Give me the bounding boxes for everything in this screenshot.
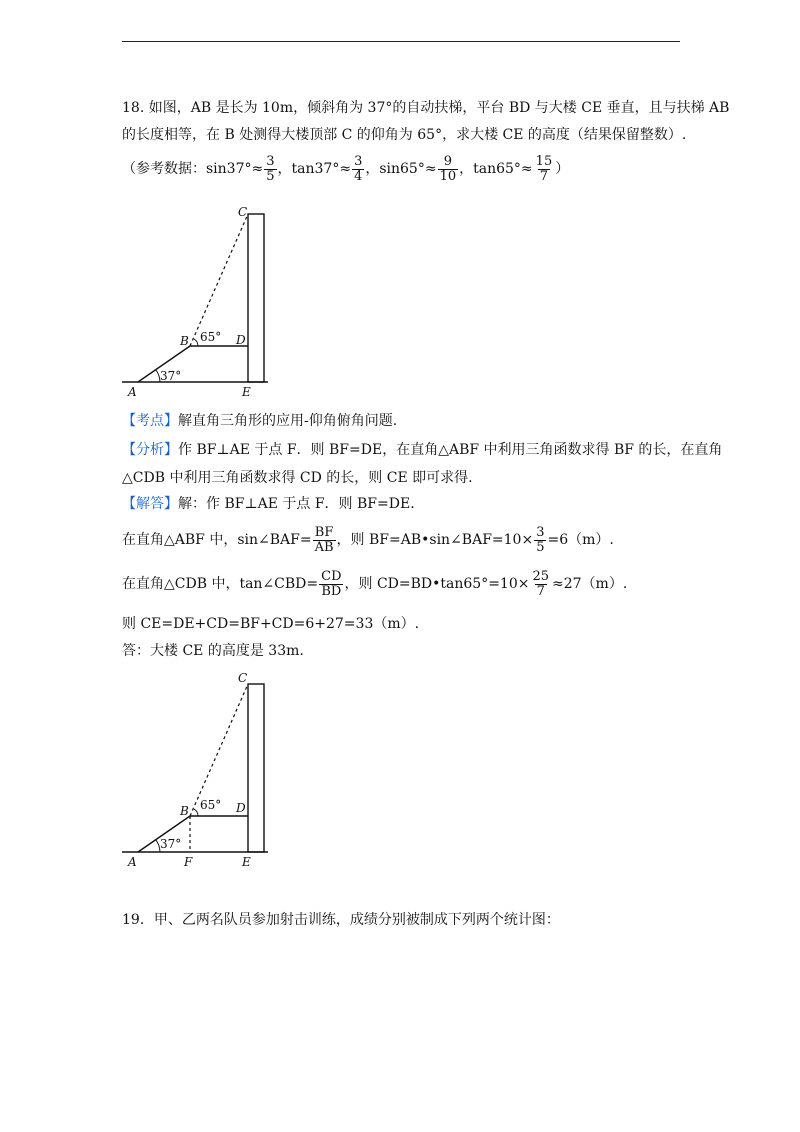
step1-mid: ，则 BF=AB•sin∠BAF=10× bbox=[336, 532, 534, 548]
fenxi-line1 bbox=[122, 440, 722, 460]
point-a-label: A bbox=[128, 855, 137, 869]
ref-mid2: ，sin65°≈ bbox=[365, 161, 437, 177]
point-b-label: B bbox=[180, 334, 189, 348]
fenxi-tag: 【分析】 bbox=[122, 442, 178, 458]
geometry-figure-2 bbox=[118, 670, 278, 870]
step2-mid: ，则 CD=BD•tan65°=10× bbox=[344, 576, 530, 592]
frac-num: 9 bbox=[443, 153, 452, 169]
frac-num: 3 bbox=[354, 153, 363, 169]
fraction-3-4 bbox=[352, 155, 364, 184]
angle-65-label: 65° bbox=[200, 330, 222, 344]
step2-suffix: ≈27（m）. bbox=[552, 576, 628, 592]
fraction-9-10 bbox=[438, 155, 459, 184]
frac-num: CD bbox=[321, 568, 342, 584]
step1-prefix: 在直角△ABF 中，sin∠BAF= bbox=[122, 532, 312, 548]
frac-num: 3 bbox=[536, 524, 545, 540]
jieda-tag: 【解答】 bbox=[122, 496, 178, 512]
solution-step3: 则 CE=DE+CD=BF+CD=6+27=33（m）. bbox=[122, 616, 420, 632]
point-b-label: B bbox=[180, 804, 189, 818]
problem18-line1: 18. 如图，AB 是长为 10m，倾斜角为 37°的自动扶梯，平台 BD 与大楼 CE 垂直，且与扶梯 AB bbox=[122, 100, 730, 116]
fraction-25-7 bbox=[530, 570, 551, 599]
frac-den: BD bbox=[321, 583, 342, 599]
jieda-text: 解：作 BF⊥AE 于点 F．则 BF=DE. bbox=[178, 496, 415, 512]
building-ce bbox=[248, 214, 264, 382]
jieda-line bbox=[122, 494, 415, 514]
ref-suffix: ） bbox=[555, 161, 570, 177]
point-a-label: A bbox=[128, 385, 137, 399]
frac-num: 15 bbox=[535, 153, 553, 169]
ref-prefix: （参考数据：sin37°≈ bbox=[122, 161, 264, 177]
solution-step2 bbox=[122, 568, 627, 600]
fenxi-text1: 作 BF⊥AE 于点 F．则 BF=DE，在直角△ABF 中利用三角函数求得 BF 的长，在直角 bbox=[178, 442, 723, 458]
frac-den: 7 bbox=[539, 168, 549, 184]
step2-prefix: 在直角△CDB 中，tan∠CBD= bbox=[122, 576, 319, 592]
point-d-label: D bbox=[236, 801, 246, 815]
reference-data bbox=[122, 154, 569, 184]
header-rule bbox=[122, 41, 680, 42]
ref-mid1: ，tan37°≈ bbox=[277, 161, 352, 177]
sight-line-bc bbox=[190, 214, 248, 346]
angle-arc-b bbox=[194, 809, 198, 816]
angle-37-label: 37° bbox=[160, 837, 182, 851]
point-e-label: E bbox=[242, 855, 251, 869]
angle-65-label: 65° bbox=[200, 798, 222, 812]
fraction-3-5 bbox=[264, 155, 276, 184]
frac-den: 7 bbox=[536, 583, 545, 599]
point-f-label: F bbox=[184, 855, 193, 869]
fenxi-line2: △CDB 中利用三角函数求得 CD 的长，则 CE 即可求得. bbox=[122, 470, 473, 486]
point-c-label: C bbox=[238, 205, 248, 219]
frac-den: AB bbox=[314, 539, 334, 555]
frac-num: 3 bbox=[266, 153, 275, 169]
kaodian-text: 解直角三角形的应用-仰角俯角问题. bbox=[178, 413, 398, 429]
point-d-label: D bbox=[236, 333, 246, 347]
frac-den: 5 bbox=[536, 539, 545, 555]
point-c-label: C bbox=[238, 671, 248, 685]
fraction-3-5 bbox=[534, 526, 546, 555]
kaodian-tag: 【考点】 bbox=[122, 413, 178, 429]
angle-37-label: 37° bbox=[160, 369, 182, 383]
kaodian-line bbox=[122, 411, 397, 431]
geometry-figure-1 bbox=[118, 200, 278, 400]
frac-num: BF bbox=[314, 524, 334, 540]
fraction-cd-bd bbox=[319, 570, 343, 599]
ref-mid3: ，tan65°≈ bbox=[459, 161, 533, 177]
step1-suffix: =6（m）. bbox=[547, 532, 614, 548]
frac-den: 10 bbox=[439, 168, 457, 184]
fraction-bf-ab bbox=[313, 526, 336, 555]
frac-den: 5 bbox=[266, 168, 275, 184]
problem18-line2: 的长度相等，在 B 处测得大楼顶部 C 的仰角为 65°，求大楼 CE 的高度（结果保留整数）. bbox=[122, 127, 687, 143]
problem19-text: 19．甲、乙两名队员参加射击训练，成绩分别被制成下列两个统计图： bbox=[122, 912, 560, 928]
angle-arc-b bbox=[194, 339, 198, 346]
solution-step1 bbox=[122, 524, 614, 556]
point-e-label: E bbox=[242, 385, 251, 399]
answer-line: 答：大楼 CE 的高度是 33m. bbox=[122, 643, 304, 659]
frac-den: 4 bbox=[354, 168, 363, 184]
sight-line-bc bbox=[190, 684, 248, 816]
frac-num: 25 bbox=[532, 568, 550, 584]
fraction-15-7 bbox=[534, 155, 555, 184]
building-ce bbox=[248, 684, 264, 852]
